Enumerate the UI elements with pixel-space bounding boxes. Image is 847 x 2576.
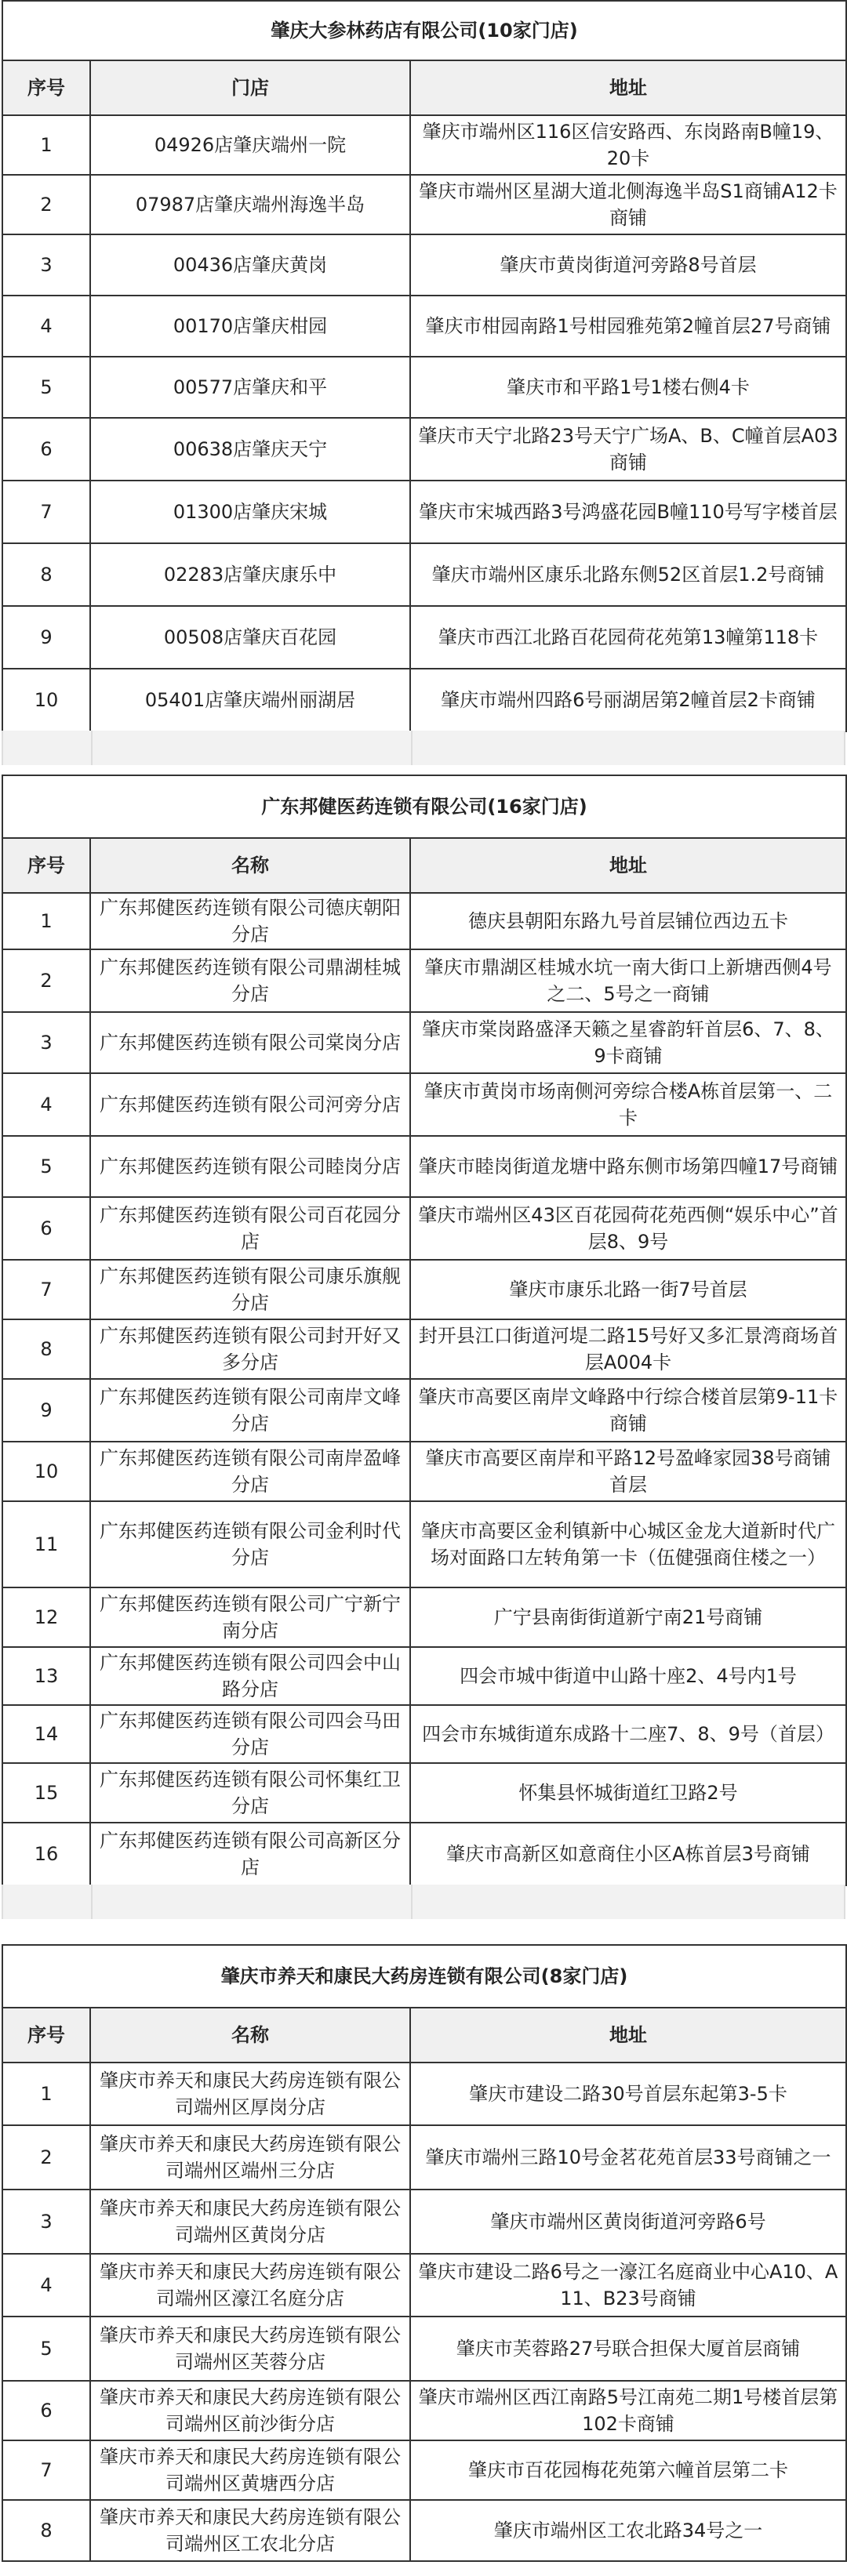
store-name: 00638店肇庆天宁: [90, 418, 410, 481]
row-no: 7: [2, 2440, 90, 2500]
store-name: 肇庆市养天和康民大药房连锁有限公司端州区濠江名庭分店: [90, 2254, 410, 2317]
store-name: 肇庆市养天和康民大药房连锁有限公司端州区端州三分店: [90, 2125, 410, 2190]
table-title-row: [2, 1, 846, 60]
store-table-2: [2, 775, 847, 1886]
row-no: 3: [2, 2190, 90, 2254]
store-name: 广东邦健医药连锁有限公司河旁分店: [90, 1073, 410, 1136]
store-name: 广东邦健医药连锁有限公司封开好又多分店: [90, 1319, 410, 1379]
table-row: [2, 1197, 846, 1260]
row-no: 1: [2, 2063, 90, 2125]
store-address: 肇庆市端州四路6号丽湖居第2幢首层2卡商铺: [410, 669, 846, 731]
row-no: 8: [2, 1319, 90, 1379]
row-no: 4: [2, 296, 90, 357]
store-address: 肇庆市天宁北路23号天宁广场A、B、C幢首层A03商铺: [410, 418, 846, 481]
header-address: 地址: [410, 60, 846, 115]
store-name: 广东邦健医药连锁有限公司四会中山路分店: [90, 1647, 410, 1705]
row-no: 7: [2, 481, 90, 543]
row-no: 4: [2, 2254, 90, 2317]
row-no: 15: [2, 1763, 90, 1823]
store-address: 肇庆市高要区南岸和平路12号盈峰家园38号商铺首层: [410, 1442, 846, 1501]
store-address: 肇庆市端州区西江南路5号江南苑二期1号楼首层第102卡商铺: [410, 2381, 846, 2440]
store-name: 广东邦健医药连锁有限公司高新区分店: [90, 1823, 410, 1885]
table-title-row: [2, 1945, 846, 2008]
table-row: [2, 1647, 846, 1705]
row-no: 2: [2, 949, 90, 1012]
row-no: 10: [2, 1442, 90, 1501]
row-no: 6: [2, 418, 90, 481]
table-row: [2, 1260, 846, 1319]
company-title: 广东邦健医药连锁有限公司(16家门店): [2, 775, 846, 838]
header-no: 序号: [2, 60, 90, 115]
store-address: 肇庆市黄岗街道河旁路8号首层: [410, 234, 846, 296]
row-no: 1: [2, 115, 90, 175]
row-no: 2: [2, 175, 90, 234]
store-address: 肇庆市黄岗市场南侧河旁综合楼A栋首层第一、二卡: [410, 1073, 846, 1136]
table-row: [2, 2317, 846, 2381]
row-no: 2: [2, 2125, 90, 2190]
store-name: 广东邦健医药连锁有限公司德庆朝阳分店: [90, 893, 410, 949]
table-row: [2, 175, 846, 234]
store-name: 00170店肇庆柑园: [90, 296, 410, 357]
store-name: 07987店肇庆端州海逸半岛: [90, 175, 410, 234]
store-address: 肇庆市和平路1号1楼右侧4卡: [410, 357, 846, 418]
table-row: [2, 669, 846, 731]
store-name: 00508店肇庆百花园: [90, 606, 410, 669]
table-row: [2, 2125, 846, 2190]
store-name: 广东邦健医药连锁有限公司鼎湖桂城分店: [90, 949, 410, 1012]
store-address: 肇庆市康乐北路一街7号首层: [410, 1260, 846, 1319]
table-row: [2, 1763, 846, 1823]
row-no: 5: [2, 357, 90, 418]
row-no: 7: [2, 1260, 90, 1319]
row-no: 5: [2, 1136, 90, 1197]
row-no: 11: [2, 1501, 90, 1587]
store-name: 广东邦健医药连锁有限公司睦岗分店: [90, 1136, 410, 1197]
row-no: 6: [2, 1197, 90, 1260]
table-row: [2, 2254, 846, 2317]
store-name: 广东邦健医药连锁有限公司棠岗分店: [90, 1012, 410, 1073]
row-no: 8: [2, 2500, 90, 2561]
header-name: 名称: [90, 2008, 410, 2063]
store-address: 四会市东城街道东成路十二座7、8、9号（首层）: [410, 1705, 846, 1763]
table-row: [2, 234, 846, 296]
store-name: 肇庆市养天和康民大药房连锁有限公司端州区前沙街分店: [90, 2381, 410, 2440]
header-address: 地址: [410, 2008, 846, 2063]
store-address: 肇庆市建设二路6号之一濠江名庭商业中心A10、A11、B23号商铺: [410, 2254, 846, 2317]
table-row: [2, 2381, 846, 2440]
section-spacer: [2, 1885, 845, 1919]
table-row: [2, 2190, 846, 2254]
store-address: 肇庆市鼎湖区桂城水坑一南大街口上新塘西侧4号之二、5号之一商铺: [410, 949, 846, 1012]
store-name: 05401店肇庆端州丽湖居: [90, 669, 410, 731]
store-address: 肇庆市宋城西路3号鸿盛花园B幢110号写字楼首层: [410, 481, 846, 543]
store-name: 肇庆市养天和康民大药房连锁有限公司端州区工农北分店: [90, 2500, 410, 2561]
row-no: 13: [2, 1647, 90, 1705]
table-row: [2, 115, 846, 175]
store-name: 肇庆市养天和康民大药房连锁有限公司端州区芙蓉分店: [90, 2317, 410, 2381]
row-no: 6: [2, 2381, 90, 2440]
table-row: [2, 2500, 846, 2561]
header-no: 序号: [2, 838, 90, 893]
row-no: 3: [2, 234, 90, 296]
table-row: [2, 1705, 846, 1763]
store-name: 01300店肇庆宋城: [90, 481, 410, 543]
store-address: 肇庆市端州三路10号金茗花苑首层33号商铺之一: [410, 2125, 846, 2190]
store-address: 肇庆市柑园南路1号柑园雅苑第2幢首层27号商铺: [410, 296, 846, 357]
store-address: 肇庆市端州区康乐北路东侧52区首层1.2号商铺: [410, 543, 846, 606]
spacer-column-line: [411, 1885, 413, 1919]
table-row: [2, 418, 846, 481]
store-address: 肇庆市端州区黄岗街道河旁路6号: [410, 2190, 846, 2254]
row-no: 9: [2, 1379, 90, 1442]
spacer-column-line: [91, 1885, 93, 1919]
store-address: 四会市城中街道中山路十座2、4号内1号: [410, 1647, 846, 1705]
table-row: [2, 606, 846, 669]
table-row: [2, 1319, 846, 1379]
table-header-row: [2, 60, 846, 115]
store-name: 00436店肇庆黄岗: [90, 234, 410, 296]
store-address: 肇庆市端州区116区信安路西、东岗路南B幢19、20卡: [410, 115, 846, 175]
store-address: 肇庆市高要区南岸文峰路中行综合楼首层第9-11卡商铺: [410, 1379, 846, 1442]
table-row: [2, 949, 846, 1012]
store-table-3: [2, 1944, 847, 2562]
table-header-row: [2, 2008, 846, 2063]
company-title: 肇庆市养天和康民大药房连锁有限公司(8家门店): [2, 1945, 846, 2008]
store-address: 肇庆市棠岗路盛泽天籁之星睿韵轩首层6、7、8、9卡商铺: [410, 1012, 846, 1073]
store-name: 广东邦健医药连锁有限公司怀集红卫分店: [90, 1763, 410, 1823]
row-no: 1: [2, 893, 90, 949]
store-address: 肇庆市高新区如意商住小区A栋首层3号商铺: [410, 1823, 846, 1885]
store-name: 04926店肇庆端州一院: [90, 115, 410, 175]
table-row: [2, 1442, 846, 1501]
company-title: 肇庆大参林药店有限公司(10家门店): [2, 1, 846, 60]
table-row: [2, 357, 846, 418]
store-name: 广东邦健医药连锁有限公司广宁新宁南分店: [90, 1587, 410, 1647]
table-row: [2, 1136, 846, 1197]
store-address: 肇庆市建设二路30号首层东起第3-5卡: [410, 2063, 846, 2125]
store-name: 肇庆市养天和康民大药房连锁有限公司端州区厚岗分店: [90, 2063, 410, 2125]
table-row: [2, 2440, 846, 2500]
store-name: 02283店肇庆康乐中: [90, 543, 410, 606]
store-address: 德庆县朝阳东路九号首层铺位西边五卡: [410, 893, 846, 949]
store-address: 肇庆市高要区金利镇新中心城区金龙大道新时代广场对面路口左转角第一卡（伍健强商住楼之一）: [410, 1501, 846, 1587]
store-table-1: [2, 0, 847, 732]
header-address: 地址: [410, 838, 846, 893]
row-no: 12: [2, 1587, 90, 1647]
row-no: 9: [2, 606, 90, 669]
store-address: 广宁县南街街道新宁南21号商铺: [410, 1587, 846, 1647]
store-address: 肇庆市睦岗街道龙塘中路东侧市场第四幢17号商铺: [410, 1136, 846, 1197]
row-no: 14: [2, 1705, 90, 1763]
table-row: [2, 1012, 846, 1073]
table-row: [2, 2063, 846, 2125]
table-row: [2, 296, 846, 357]
store-address: 怀集县怀城街道红卫路2号: [410, 1763, 846, 1823]
store-address: 肇庆市端州区43区百花园荷花苑西侧“娱乐中心”首层8、9号: [410, 1197, 846, 1260]
row-no: 5: [2, 2317, 90, 2381]
store-address: 封开县江口街道河堤二路15号好又多汇景湾商场首层A004卡: [410, 1319, 846, 1379]
store-name: 广东邦健医药连锁有限公司金利时代分店: [90, 1501, 410, 1587]
table-row: [2, 1073, 846, 1136]
store-name: 广东邦健医药连锁有限公司南岸盈峰分店: [90, 1442, 410, 1501]
header-name: 名称: [90, 838, 410, 893]
store-address: 肇庆市百花园梅花苑第六幢首层第二卡: [410, 2440, 846, 2500]
store-address: 肇庆市西江北路百花园荷花苑第13幢第118卡: [410, 606, 846, 669]
table-row: [2, 893, 846, 949]
table-row: [2, 1501, 846, 1587]
row-no: 3: [2, 1012, 90, 1073]
spacer-column-line: [91, 731, 93, 765]
table-row: [2, 1823, 846, 1885]
row-no: 16: [2, 1823, 90, 1885]
table-row: [2, 481, 846, 543]
store-address: 肇庆市端州区星湖大道北侧海逸半岛S1商铺A12卡商铺: [410, 175, 846, 234]
row-no: 10: [2, 669, 90, 731]
store-address: 肇庆市端州区工农北路34号之一: [410, 2500, 846, 2561]
store-name: 广东邦健医药连锁有限公司四会马田分店: [90, 1705, 410, 1763]
spacer-column-line: [411, 731, 413, 765]
store-name: 广东邦健医药连锁有限公司康乐旗舰分店: [90, 1260, 410, 1319]
section-spacer: [2, 731, 845, 765]
header-no: 序号: [2, 2008, 90, 2063]
row-no: 8: [2, 543, 90, 606]
row-no: 4: [2, 1073, 90, 1136]
store-name: 肇庆市养天和康民大药房连锁有限公司端州区黄岗分店: [90, 2190, 410, 2254]
store-name: 广东邦健医药连锁有限公司百花园分店: [90, 1197, 410, 1260]
store-address: 肇庆市芙蓉路27号联合担保大厦首层商铺: [410, 2317, 846, 2381]
store-name: 广东邦健医药连锁有限公司南岸文峰分店: [90, 1379, 410, 1442]
table-header-row: [2, 838, 846, 893]
table-row: [2, 543, 846, 606]
header-name: 门店: [90, 60, 410, 115]
table-title-row: [2, 775, 846, 838]
table-row: [2, 1379, 846, 1442]
store-name: 00577店肇庆和平: [90, 357, 410, 418]
table-row: [2, 1587, 846, 1647]
store-name: 肇庆市养天和康民大药房连锁有限公司端州区黄塘西分店: [90, 2440, 410, 2500]
